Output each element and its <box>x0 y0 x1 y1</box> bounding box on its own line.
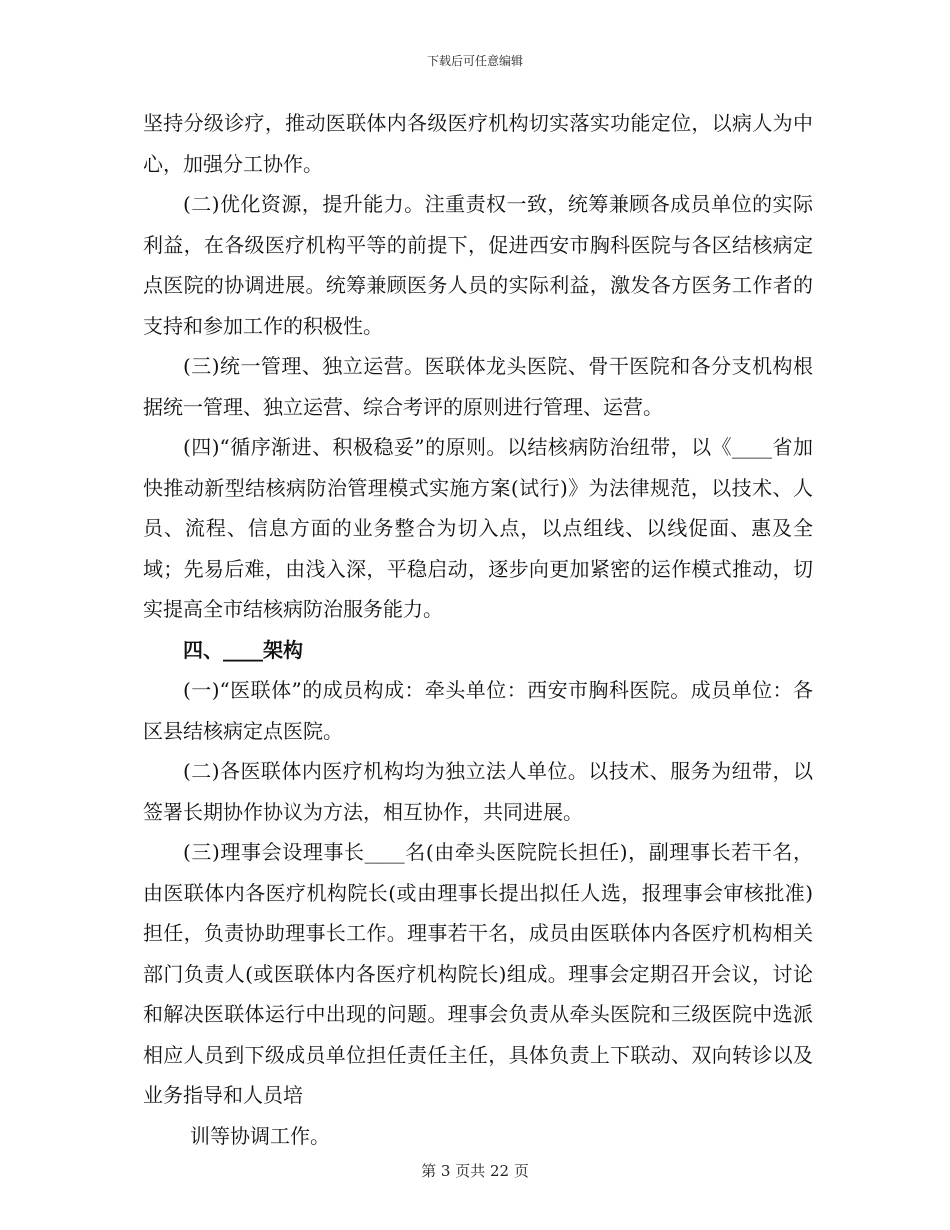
paragraph-optimize-resources: (二)优化资源，提升能力。注重责权一致，统筹兼顾各成员单位的实际利益，在各级医疗机构平等的前提下，促进西安市胸科医院与各区结核病定点医院的协调进展。统筹兼顾医务人员的实际利益，激发各方医务工作者的支持和参加工作的积极性。 <box>143 192 813 338</box>
section-heading-architecture: 四、____架构 <box>183 637 303 662</box>
paragraph-council-setup: (三)理事会设理事长____名(由牵头医院院长担任)，副理事长若干名，由医联体内各医疗机构院长(或由理事长提出拟任人选，报理事会审核批准)担任，负责协助理事长工作。理事若干名，成员由医联体内各医疗机构相关部门负责人(或医联体内各医疗机构院长)组成。理事会定期召开会议，讨论和解决医联体运行中出现的问题。理事会负责从牵头医院和三级医院中选派相应人员到下级成员单位担任责任主任，具体负责上下联动、双向转诊以及业务指导和人员培 <box>143 840 813 1107</box>
paragraph-council-setup-end: 训等协调工作。 <box>190 1123 330 1148</box>
paragraph-gradual-principle: (四)“循序渐进、积极稳妥”的原则。以结核病防治纽带，以《____省加快推动新型结核病防治管理模式实施方案(试行)》为法律规范，以技术、人员、流程、信息方面的业务整合为切入点，以点组线、以线促面、惠及全域；先易后难，由浅入深，平稳启动，逐步向更加紧密的运作模式推动，切实提高全市结核病防治服务能力。 <box>143 435 813 621</box>
paragraph-unified-management: (三)统一管理、独立运营。医联体龙头医院、骨干医院和各分支机构根据统一管理、独立运营、综合考评的原则进行管理、运营。 <box>143 354 813 419</box>
page-header: 下载后可任意编辑 <box>426 54 523 68</box>
page-footer: 第 3 页共 22 页 <box>421 1162 529 1180</box>
document-body <box>143 103 813 1156</box>
paragraph-continuation: 坚持分级诊疗，推动医联体内各级医疗机构切实落实功能定位，以病人为中心，加强分工协作。 <box>143 111 813 176</box>
paragraph-independent-legal-entities: (二)各医联体内医疗机构均为独立法人单位。以技术、服务为纽带，以签署长期协作协议为方法，相互协作，共同进展。 <box>143 759 813 824</box>
paragraph-member-composition: (一)“医联体”的成员构成：牵头单位：西安市胸科医院。成员单位：各区县结核病定点医院。 <box>143 678 813 743</box>
